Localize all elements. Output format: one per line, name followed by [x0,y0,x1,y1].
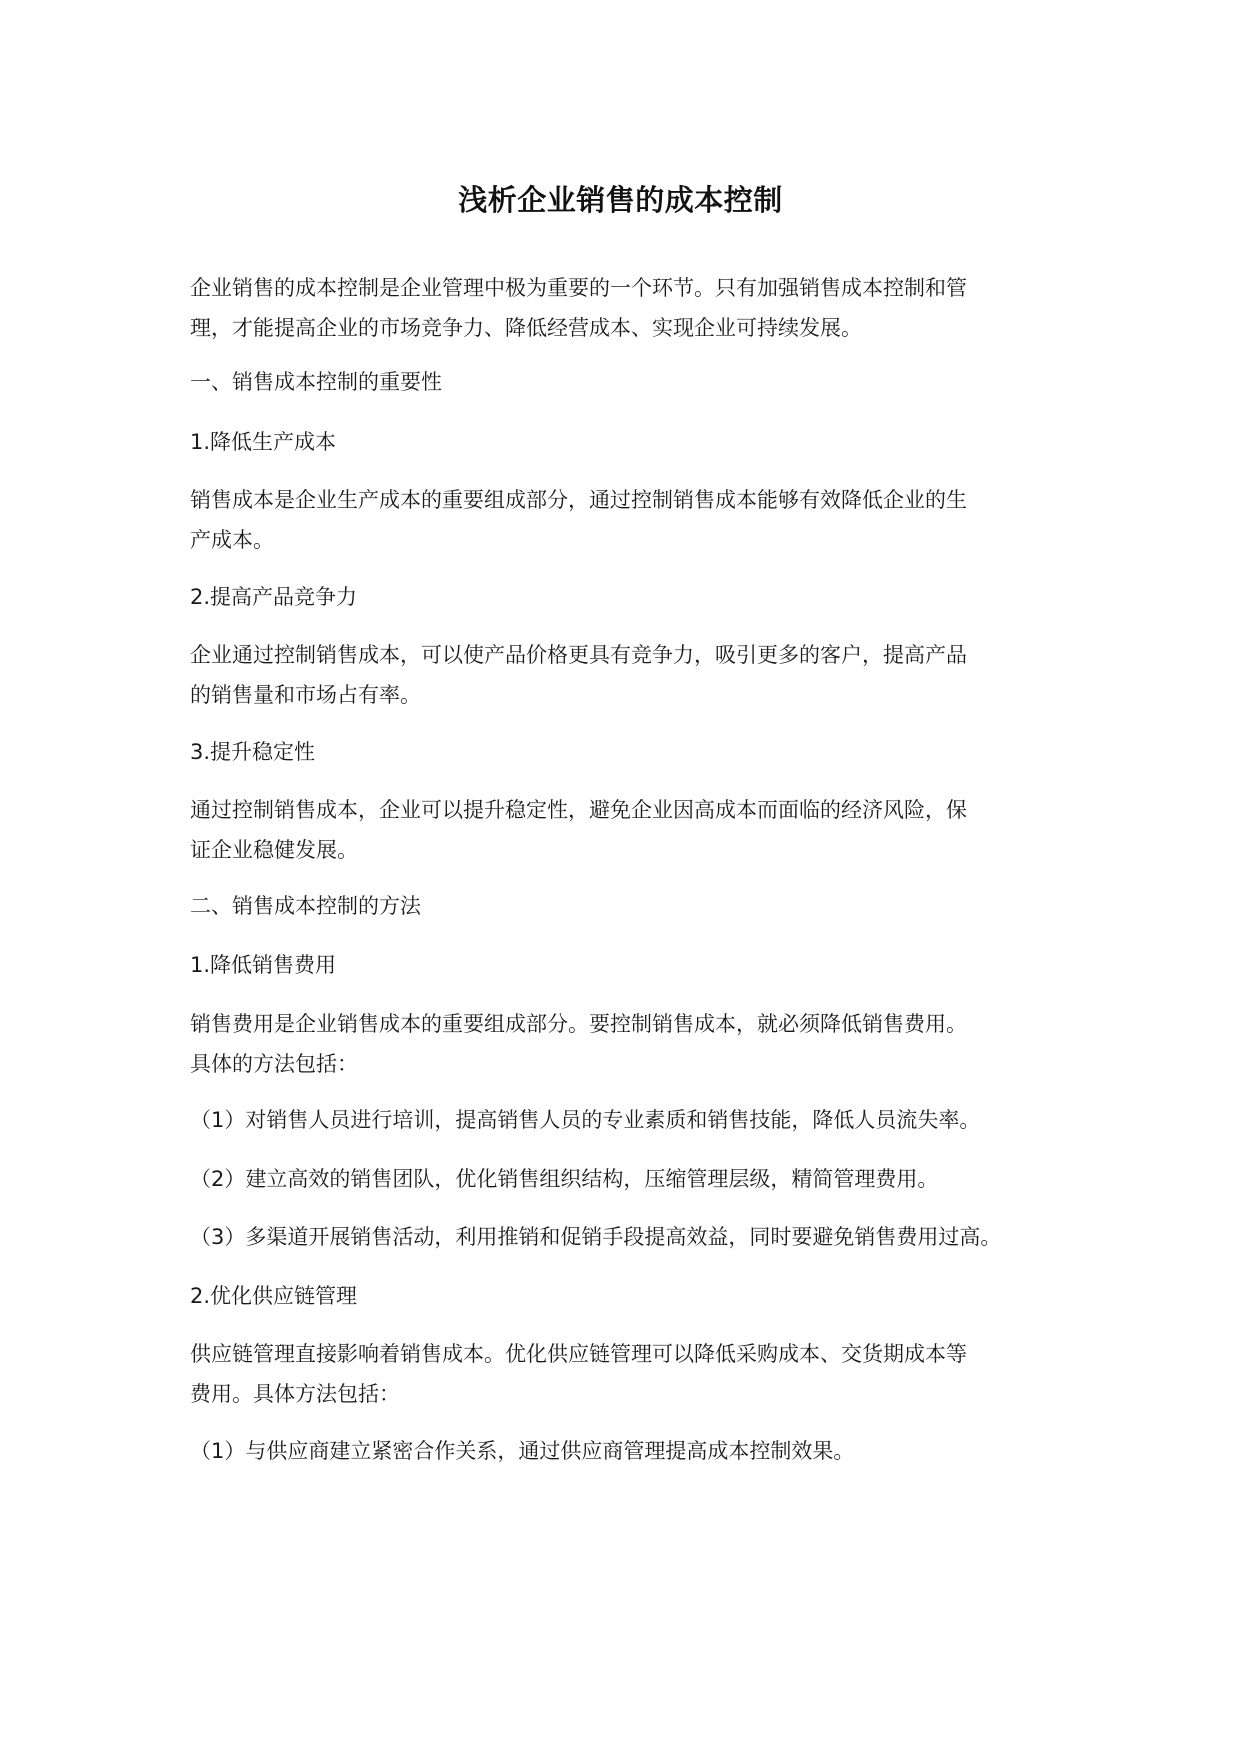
paragraph-line: 企业销售的成本控制是企业管理中极为重要的一个环节。只有加强销售成本控制和管 [190,276,967,300]
list-item-channels [190,1217,1001,1257]
paragraph-supply-chain [190,1334,967,1414]
paragraph-line: 销售费用是企业销售成本的重要组成部分。要控制销售成本，就必须降低销售费用。 [190,1012,967,1036]
subheading-2-2 [190,1276,357,1316]
section-heading-2 [190,886,421,926]
list-item-line: （3）多渠道开展销售活动，利用推销和促销手段提高效益，同时要避免销售费用过高。 [190,1225,1002,1249]
paragraph-line: 的销售量和市场占有率。 [190,683,421,707]
paragraph-line: 企业通过控制销售成本，可以使产品价格更具有竞争力，吸引更多的客户，提高产品 [190,643,967,667]
paragraph-stability [190,790,967,870]
document-title: 浅析企业销售的成本控制 [458,183,783,217]
paragraph-line: 供应链管理直接影响着销售成本。优化供应链管理可以降低采购成本、交货期成本等 [190,1342,967,1366]
subheading-1-1 [190,422,336,462]
heading-line: 一、销售成本控制的重要性 [190,370,442,394]
paragraph-line: 产成本。 [190,528,274,552]
paragraph-line: 销售成本是企业生产成本的重要组成部分，通过控制销售成本能够有效降低企业的生 [190,488,967,512]
list-item-line: （1）与供应商建立紧密合作关系，通过供应商管理提高成本控制效果。 [190,1439,855,1463]
heading-line: 3.提升稳定性 [190,740,316,764]
list-item-line: （1）对销售人员进行培训，提高销售人员的专业素质和销售技能，降低人员流失率。 [190,1108,981,1132]
heading-line: 2.提高产品竞争力 [190,585,358,609]
list-item-training [190,1100,980,1140]
paragraph-intro [190,268,967,348]
paragraph-reduce-cost [190,480,967,560]
heading-line: 1.降低销售费用 [190,953,337,977]
paragraph-sales-expenses [190,1004,967,1084]
list-item-suppliers [190,1431,854,1471]
paragraph-line: 理，才能提高企业的市场竞争力、降低经营成本、实现企业可持续发展。 [190,316,862,340]
subheading-1-2 [190,577,357,617]
section-heading-1 [190,362,442,402]
paragraph-line: 具体的方法包括： [190,1052,358,1076]
paragraph-line: 通过控制销售成本，企业可以提升稳定性，避免企业因高成本而面临的经济风险，保 [190,798,967,822]
list-item-line: （2）建立高效的销售团队，优化销售组织结构，压缩管理层级，精简管理费用。 [190,1167,939,1191]
subheading-1-3 [190,732,315,772]
paragraph-competitiveness [190,635,967,715]
paragraph-line: 费用。具体方法包括： [190,1382,400,1406]
list-item-team [190,1159,938,1199]
heading-line: 1.降低生产成本 [190,430,337,454]
paragraph-line: 证企业稳健发展。 [190,838,358,862]
subheading-2-1 [190,945,336,985]
heading-line: 二、销售成本控制的方法 [190,894,421,918]
heading-line: 2.优化供应链管理 [190,1284,358,1308]
